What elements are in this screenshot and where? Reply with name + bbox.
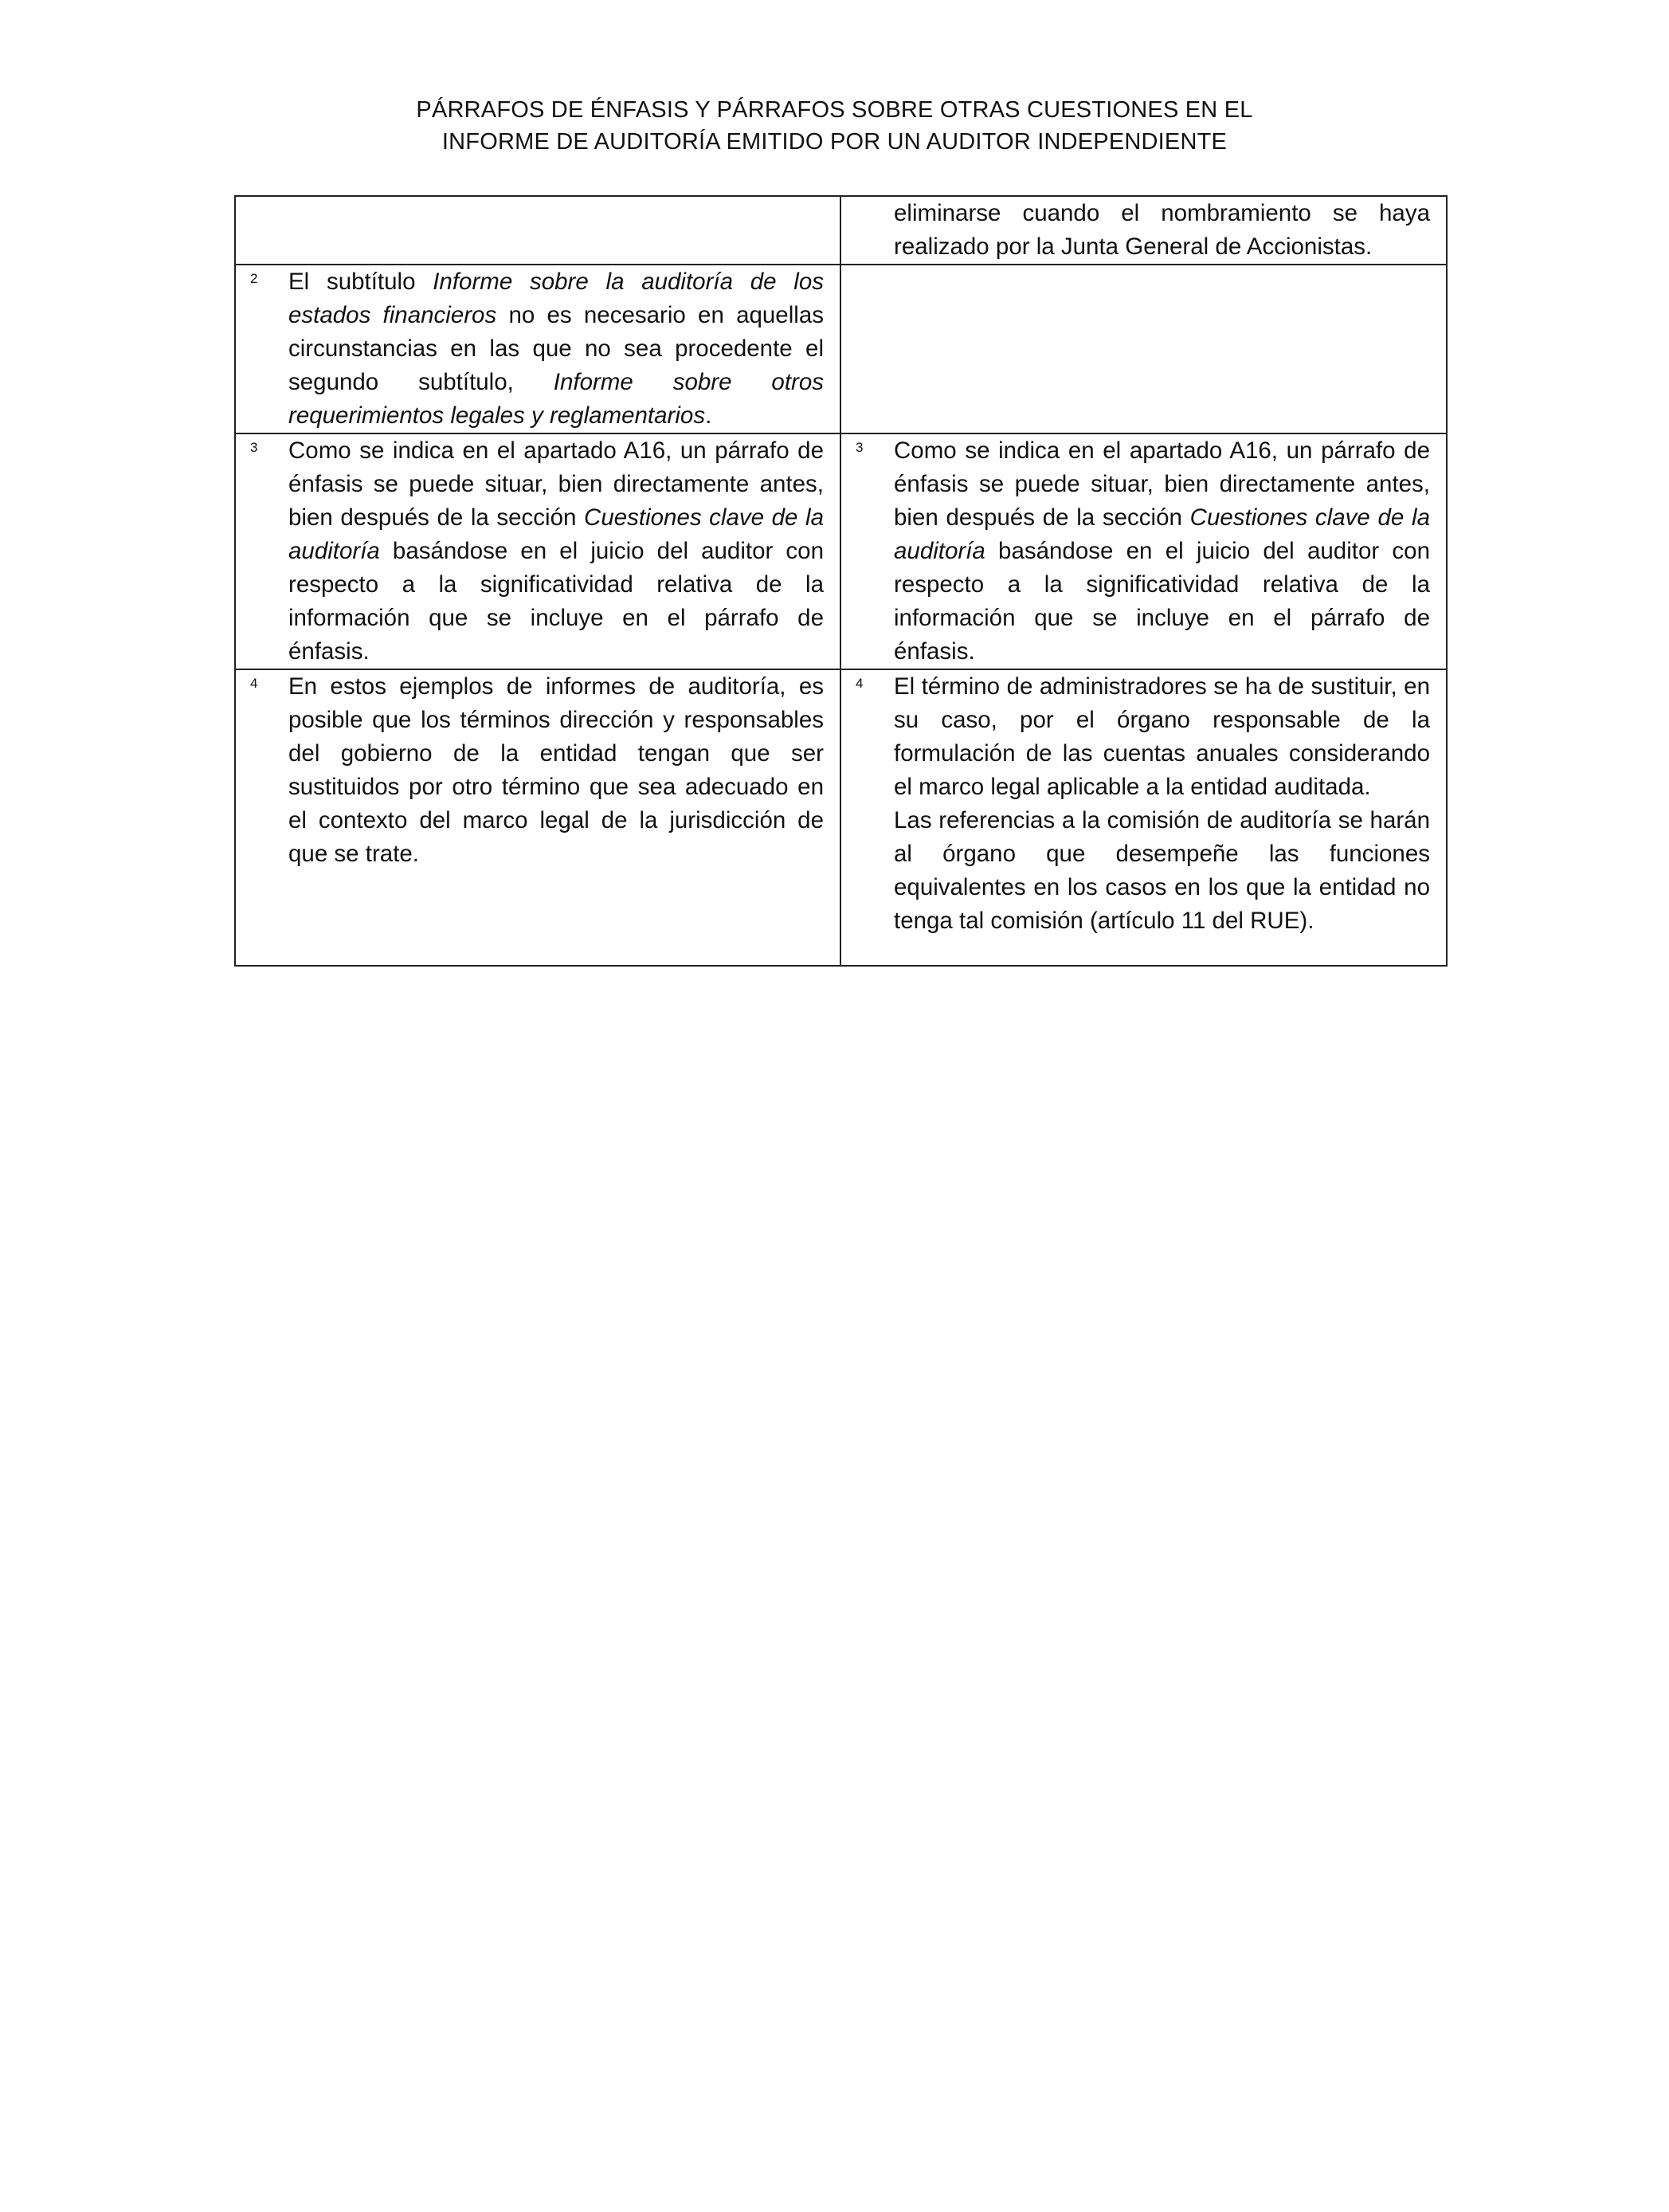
- table-row: [235, 265, 1447, 433]
- table-cell-left: [235, 433, 840, 669]
- table-cell-right: [840, 265, 1447, 433]
- footnote-text: El subtítulo Informe sobre la auditoría de los estados financieros no es necesario en aquellas circunstancias en las que no sea procedente el segundo subtítulo, Informe sobre otros requerimientos legales y reglamentarios.: [288, 269, 825, 429]
- table-row: [235, 669, 1447, 966]
- table-row: [235, 433, 1447, 669]
- footnote-number: [841, 197, 894, 264]
- footnote-paragraph: El término de administradores se ha de sustituir, en su caso, por el órgano responsable de la formulación de las cuentas anuales considerando el marco legal aplicable a la entidad auditada.: [894, 673, 1430, 800]
- footnote-text: eliminarse cuando el nombramiento se haya realizado por la Junta General de Accionistas.: [894, 200, 1430, 260]
- footnote-text: Como se indica en el apartado A16, un párrafo de énfasis se puede situar, bien directamente antes, bien después de la sección Cuestiones clave de la auditoría basándose en el juicio del auditor con respecto a la significatividad relativa de la información que se incluye en el párrafo de énfasis.: [894, 437, 1430, 665]
- footnote-text: [894, 265, 1446, 269]
- table-cell-right: [840, 669, 1447, 966]
- table-cell-left: [235, 196, 840, 265]
- table-cell-right: [840, 196, 1447, 265]
- footnote-number: [841, 265, 894, 269]
- footnote-text: [894, 670, 1446, 938]
- footnote-number: 2: [250, 271, 258, 286]
- footnote-number: 3: [856, 440, 864, 455]
- footnote-paragraph: Las referencias a la comisión de auditoría se harán al órgano que desempeñe las funciones equivalentes en los casos en los que la entidad no tenga tal comisión (artículo 11 del RUE).: [894, 807, 1430, 934]
- footnote-number: 4: [856, 676, 864, 691]
- footnote-text: Como se indica en el apartado A16, un párrafo de énfasis se puede situar, bien directamente antes, bien después de la sección Cuestiones clave de la auditoría basándose en el juicio del auditor con respecto a la significatividad relativa de la información que se incluye en el párrafo de énfasis.: [288, 437, 824, 665]
- footnote-number: 3: [250, 440, 258, 455]
- table-cell-left: [235, 669, 840, 966]
- title-line-1: PÁRRAFOS DE ÉNFASIS Y PÁRRAFOS SOBRE OTRAS CUESTIONES EN EL: [416, 97, 1253, 123]
- title-line-2: INFORME DE AUDITORÍA EMITIDO POR UN AUDITOR INDEPENDIENTE: [441, 129, 1228, 155]
- footnote-text: [288, 197, 840, 200]
- footnotes-table: [234, 195, 1448, 967]
- footnote-text: En estos ejemplos de informes de auditoría, es posible que los términos dirección y responsables del gobierno de la entidad tengan que ser sustituidos por otro término que sea adecuado en el contexto del marco legal de la jurisdicción de que se trate.: [288, 673, 824, 867]
- document-title: [0, 94, 1669, 158]
- table-cell-right: [840, 433, 1447, 669]
- footnote-number: [236, 197, 288, 200]
- table-cell-left: [235, 265, 840, 433]
- table-row: [235, 196, 1447, 265]
- footnote-number: 4: [250, 676, 258, 691]
